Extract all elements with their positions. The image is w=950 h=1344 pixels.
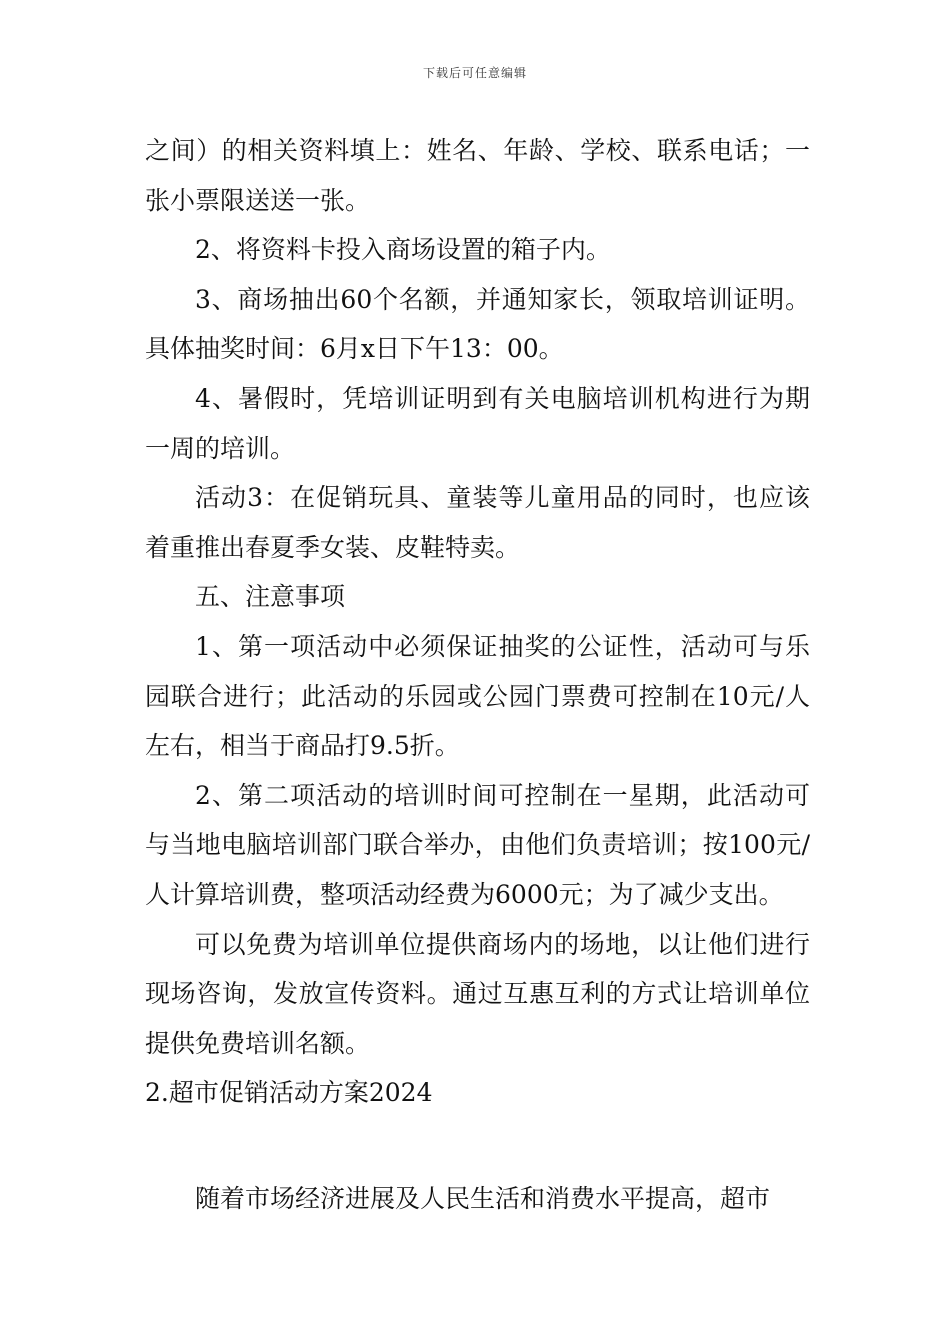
paragraph-note-1: 1、第一项活动中必须保证抽奖的公证性，活动可与乐园联合进行；此活动的乐园或公园门票费可控制在10元/人左右，相当于商品打9.5折。 xyxy=(145,631,810,761)
blank-gap xyxy=(145,1118,810,1174)
paragraph-intro: 随着市场经济进展及人民生活和消费水平提高，超市 xyxy=(195,1183,771,1213)
paragraph-activity-3: 活动3：在促销玩具、童装等儿童用品的同时，也应该着重推出春夏季女装、皮鞋特卖。 xyxy=(145,483,810,562)
paragraph-step-3: 3、商场抽出60个名额，并通知家长，领取培训证明。具体抽奖时间：6月x日下午13：00。 xyxy=(145,284,810,364)
paragraph-note-2: 2、第二项活动的培训时间可控制在一星期，此活动可与当地电脑培训部门联合举办，由他们负责培训；按100元/人计算培训费，整项活动经费为6000元；为了减少支出。 xyxy=(145,780,810,909)
paragraph-step-4: 4、暑假时，凭培训证明到有关电脑培训机构进行为期一周的培训。 xyxy=(145,383,810,463)
page-header: 下载后可任意编辑 xyxy=(422,66,527,80)
document-body xyxy=(145,126,810,1223)
paragraph-step-2: 2、将资料卡投入商场设置的箱子内。 xyxy=(195,235,611,265)
section-title-notes: 五、注意事项 xyxy=(195,582,346,612)
paragraph-note-3: 可以免费为培训单位提供商场内的场地，以让他们进行现场咨询，发放宣传资料。通过互惠互利的方式让培训单位提供免费培训名额。 xyxy=(145,929,810,1058)
paragraph-continuation: 之间）的相关资料填上：姓名、年龄、学校、联系电话；一张小票限送送一张。 xyxy=(145,136,810,215)
section-heading: 2.超市促销活动方案2024 xyxy=(145,1078,433,1108)
